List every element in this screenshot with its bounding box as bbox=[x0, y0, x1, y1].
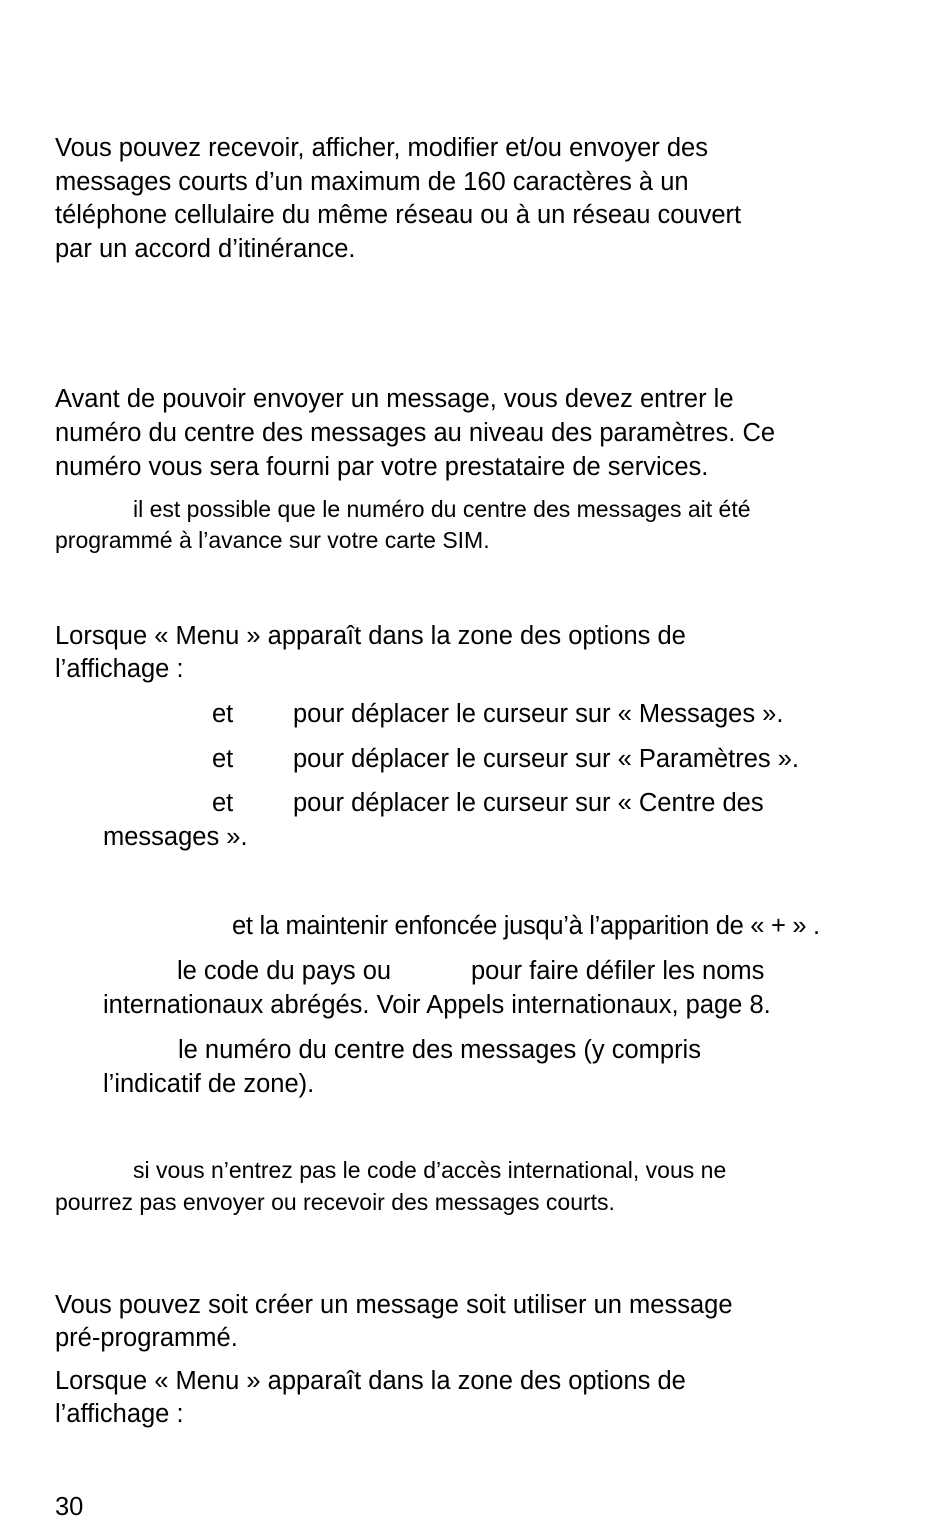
center-number-continuation: l’indicatif de zone). bbox=[103, 1070, 315, 1098]
and-word: et bbox=[212, 700, 234, 728]
center-number-text: le numéro du centre des messages (y compris bbox=[178, 1036, 701, 1064]
and-word: et bbox=[212, 789, 234, 817]
intro-line: Vous pouvez recevoir, afficher, modifier et/ou envoyer des bbox=[55, 134, 708, 162]
intro-line: téléphone cellulaire du même réseau ou à un réseau couvert bbox=[55, 201, 742, 229]
warning-line: pourrez pas envoyer ou recevoir des messages courts. bbox=[55, 1189, 615, 1215]
country-continuation: internationaux abrégés. Voir Appels internationaux, page 8. bbox=[103, 991, 771, 1019]
intro-line: messages courts d’un maximum de 160 caractères à un bbox=[55, 168, 689, 196]
create-menu-line: Lorsque « Menu » apparaît dans la zone des options de bbox=[55, 1367, 686, 1395]
note-line: programmé à l’avance sur votre carte SIM. bbox=[55, 527, 490, 553]
intro-line: par un accord d’itinérance. bbox=[55, 235, 356, 263]
page-number: 30 bbox=[55, 1493, 84, 1521]
and-word: et bbox=[212, 745, 234, 773]
setup-line: numéro du centre des messages au niveau des paramètres. Ce bbox=[55, 419, 776, 447]
setup-line: numéro vous sera fourni par votre prestataire de services. bbox=[55, 453, 709, 481]
step-continuation: messages ». bbox=[103, 823, 248, 851]
note-line: il est possible que le numéro du centre des messages ait été bbox=[133, 496, 751, 522]
setup-line: Avant de pouvoir envoyer un message, vous devez entrer le bbox=[55, 385, 734, 413]
step-text: pour déplacer le curseur sur « Centre des bbox=[293, 789, 764, 817]
step-text: pour déplacer le curseur sur « Messages ». bbox=[293, 700, 784, 728]
create-line: Vous pouvez soit créer un message soit utiliser un message bbox=[55, 1291, 733, 1319]
country-code-text: le code du pays ou bbox=[177, 957, 392, 985]
warning-line: si vous n’entrez pas le code d’accès international, vous ne bbox=[133, 1157, 727, 1183]
scroll-names-text: pour faire défiler les noms bbox=[471, 957, 765, 985]
create-menu-line: l’affichage : bbox=[55, 1400, 184, 1428]
procedure-intro-line: l’affichage : bbox=[55, 655, 184, 683]
procedure-intro-line: Lorsque « Menu » apparaît dans la zone des options de bbox=[55, 622, 686, 650]
step-text: pour déplacer le curseur sur « Paramètres ». bbox=[293, 745, 799, 773]
create-line: pré-programmé. bbox=[55, 1324, 238, 1352]
hold-key-line: et la maintenir enfoncée jusqu’à l’apparition de « + » . bbox=[232, 912, 820, 940]
